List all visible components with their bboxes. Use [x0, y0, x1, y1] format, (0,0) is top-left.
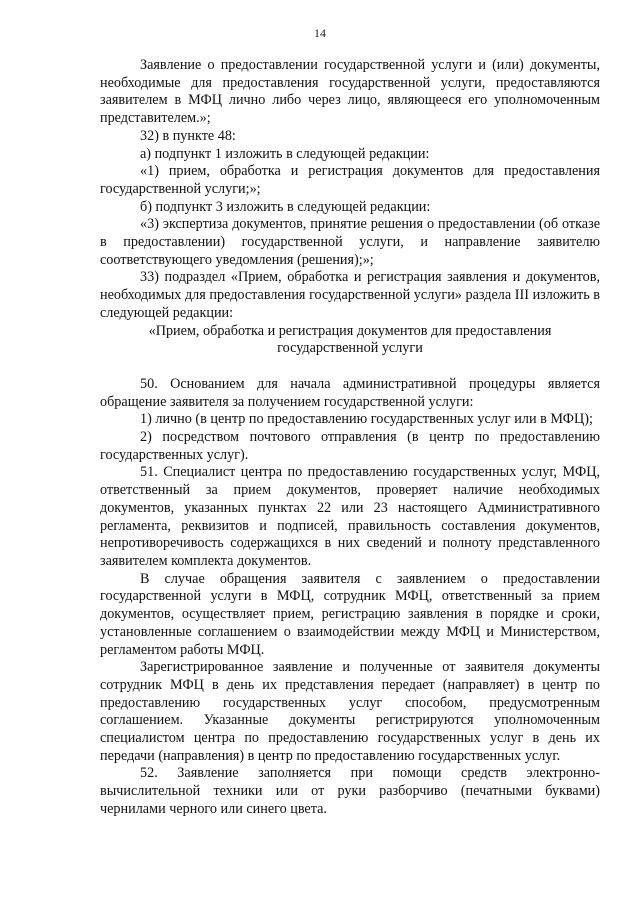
- paragraph-51: 51. Специалист центра по предоставлению государственных услуг, МФЦ, ответственный за прием документов, проверяет наличие необходимых документов, указанных пунктах 22 или 23 настоящего Административного регламента, реквизитов и подписей, правильность составления документов, непротиворечивость содержащихся в них сведений и полноту представленного заявителем комплекта документов.: [100, 464, 600, 569]
- document-body: [100, 57, 600, 819]
- paragraph-50-item-1: 1) лично (в центр по предоставлению государственных услуг или в МФЦ);: [140, 411, 593, 428]
- section-heading: «Прием, обработка и регистрация документов для предоставления государственной услуги: [148, 322, 552, 357]
- paragraph-quote-1: «1) прием, обработка и регистрация документов для предоставления государственной услуги;»;: [100, 163, 600, 197]
- page-number: 14: [314, 26, 326, 40]
- paragraph-subitem-a: а) подпункт 1 изложить в следующей редакции:: [140, 145, 430, 162]
- paragraph-50-item-2: 2) посредством почтового отправления (в центр по предоставлению государственных услуг).: [100, 429, 600, 463]
- paragraph-52: 52. Заявление заполняется при помощи средств электронно-вычислительной техники или от руки разборчиво (печатными буквами) чернилами черного или синего цвета.: [100, 765, 600, 817]
- paragraph-50: 50. Основанием для начала административной процедуры является обращение заявителя за получением государственной услуги:: [100, 375, 600, 410]
- paragraph-statement-submission: Заявление о предоставлении государственной услуги и (или) документы, необходимые для предоставления государственной услуги, предоставляются заявителем в МФЦ лично либо через лицо, являющееся его уполномоченным представителем.»;: [100, 57, 600, 127]
- paragraph-item-33: 33) подраздел «Прием, обработка и регистрация заявления и документов, необходимых для предоставления государственной услуги» раздела III изложить в следующей редакции:: [100, 269, 600, 321]
- paragraph-item-32: 32) в пункте 48:: [140, 127, 236, 144]
- paragraph-registered-statement: Зарегистрированное заявление и полученные от заявителя документы сотрудник МФЦ в день их представления передает (направляет) в центр по предоставлению государственных услуг способом, предусмотренным соглашением. Указанные документы регистрируются уполномоченным специалистом центра по предоставлению государственных услуг в день их передачи (направления) в центр по предоставлению государственных услуг.: [100, 659, 600, 764]
- paragraph-subitem-b: б) подпункт 3 изложить в следующей редакции:: [140, 198, 431, 215]
- paragraph-mfc-case: В случае обращения заявителя с заявлением о предоставлении государственной услуги в МФЦ, сотрудник МФЦ, ответственный за прием документов, осуществляет прием, регистрацию заявления в порядке и сроки, установленные соглашением о взаимодействии между МФЦ и Министерством, регламентом работы МФЦ.: [100, 570, 600, 658]
- paragraph-quote-3: «3) экспертиза документов, принятие решения о предоставлении (об отказе в предоставлении) государственной услуги, и направление заявителю соответствующего уведомления (решения);»;: [100, 216, 600, 268]
